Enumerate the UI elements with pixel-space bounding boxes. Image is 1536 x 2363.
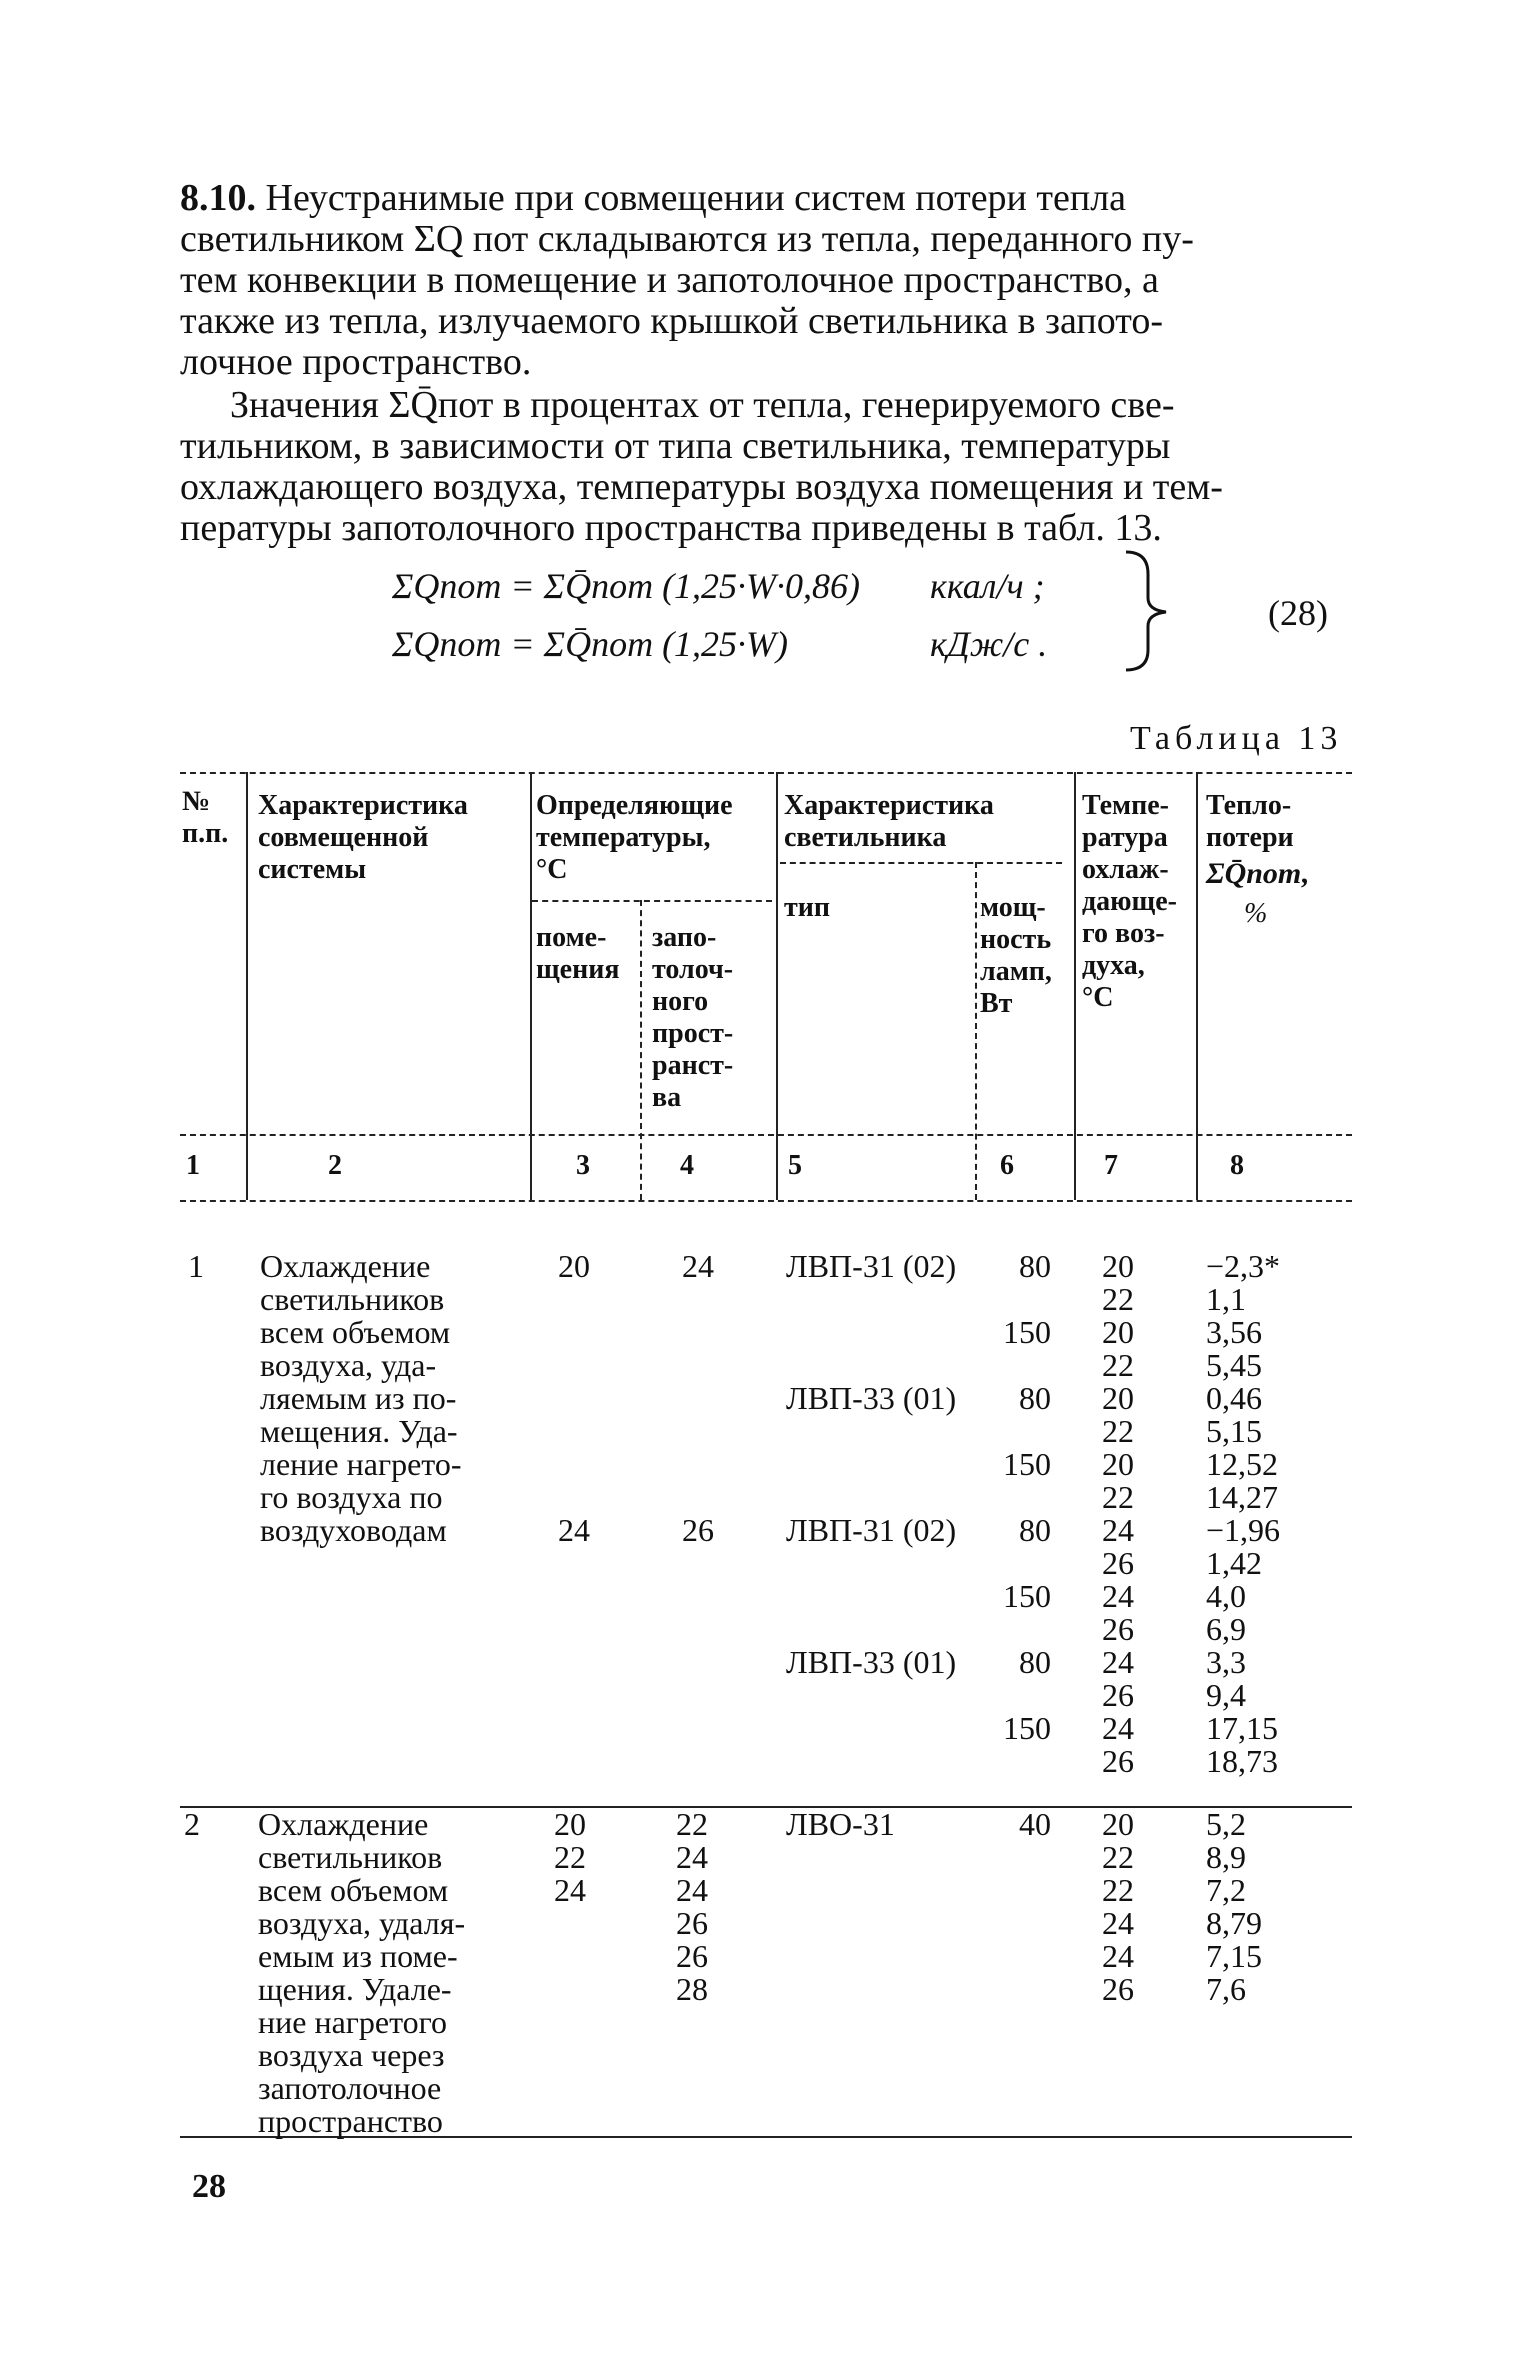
paragraph-values bbox=[180, 385, 1350, 549]
col-number-4: 4 bbox=[680, 1150, 694, 1181]
p2-line-2: тильником, в зависимости от типа светильника, температуры bbox=[180, 425, 1171, 467]
col-number-6: 6 bbox=[1000, 1150, 1014, 1181]
formula-unit-2: кДж/с . bbox=[930, 624, 1048, 664]
col-divider-7 bbox=[1196, 772, 1198, 1200]
col-number-7: 7 bbox=[1104, 1150, 1118, 1181]
lamp-power: 150 bbox=[1003, 1446, 1051, 1482]
header-col-3: поме- щения bbox=[536, 922, 620, 985]
luminaire-type: ЛВП-31 (02) bbox=[786, 1248, 957, 1284]
col-divider-5 bbox=[975, 862, 977, 1200]
row-2-number: 2 bbox=[184, 1806, 200, 1842]
col-number-1: 1 bbox=[186, 1150, 200, 1181]
row-1-description: Охлаждение светильников всем объемом воздуха, уда- ляемым из по- мещения. Уда- ление нагрето- го воздуха по воздуховодам bbox=[260, 1248, 462, 1548]
col-divider-1 bbox=[246, 772, 248, 1200]
header-col-7: Темпе- ратура охлаж- дающе- го воз- духа, °С bbox=[1082, 790, 1177, 1013]
p1-line-2: светильником ΣQ пот складываются из тепла, переданного пу- bbox=[180, 218, 1194, 260]
header-col-6: мощ- ность ламп, Вт bbox=[980, 892, 1052, 1019]
luminaire-type: ЛВП-31 (02) bbox=[786, 1512, 957, 1548]
col-divider-2 bbox=[530, 772, 532, 1200]
row-1-room-temp-b: 24 bbox=[558, 1512, 590, 1548]
col-number-8: 8 bbox=[1230, 1150, 1244, 1181]
lamp-power: 150 bbox=[1003, 1314, 1051, 1350]
page-number: 28 bbox=[192, 2168, 226, 2205]
row-2-cooling-temps: 20 22 22 24 24 26 bbox=[1102, 1806, 1134, 2007]
subheader-rule-temps bbox=[780, 862, 1062, 864]
row-1-ceiling-temp-b: 26 bbox=[682, 1512, 714, 1548]
header-group-temps: Определяющие температуры, °С bbox=[536, 790, 733, 885]
formula-line-1: ΣQпот = ΣQ̄пот (1,25·W·0,86) bbox=[392, 566, 861, 606]
row-1-number: 1 bbox=[188, 1248, 204, 1284]
p1-line-5: лочное пространство. bbox=[180, 341, 532, 383]
row-2-luminaire-type: ЛВО-31 bbox=[786, 1806, 895, 1842]
row-1-room-temp-a: 20 bbox=[558, 1248, 590, 1284]
row-2-ceiling-temps: 22 24 24 26 26 28 bbox=[676, 1806, 708, 2007]
header-group-luminaire: Характеристика светильника bbox=[784, 790, 994, 853]
lamp-power: 80 bbox=[1019, 1644, 1051, 1680]
p2-line-4: пературы запотолочного пространства приведены в табл. 13. bbox=[180, 507, 1162, 549]
table-title: Таблица 13 bbox=[1130, 720, 1343, 757]
table-top-rule bbox=[180, 772, 1352, 774]
row-2-lamp-power: 40 bbox=[1019, 1806, 1051, 1842]
lamp-power: 80 bbox=[1019, 1512, 1051, 1548]
formula-unit-1: ккал/ч ; bbox=[930, 566, 1045, 606]
col-divider-3 bbox=[640, 900, 642, 1200]
p2-line-1: Значения ΣQ̄пот в процентах от тепла, генерируемого све- bbox=[230, 384, 1175, 426]
col-number-2: 2 bbox=[328, 1150, 342, 1181]
p1-line-4: также из тепла, излучаемого крышкой светильника в запото- bbox=[180, 300, 1163, 342]
header-col-2: Характеристика совмещенной системы bbox=[258, 790, 468, 885]
paragraph-8-10 bbox=[180, 178, 1350, 383]
lamp-power: 80 bbox=[1019, 1248, 1051, 1284]
row-1-ceiling-temp-a: 24 bbox=[682, 1248, 714, 1284]
curly-brace-icon bbox=[1118, 546, 1178, 676]
row-2-heat-losses: 5,2 8,9 7,2 8,79 7,15 7,6 bbox=[1206, 1806, 1262, 2007]
formula-number: (28) bbox=[1268, 593, 1328, 633]
luminaire-type: ЛВП-33 (01) bbox=[786, 1644, 957, 1680]
formula-line-2: ΣQпот = ΣQ̄пот (1,25·W) bbox=[392, 624, 789, 664]
luminaire-type: ЛВП-33 (01) bbox=[786, 1380, 957, 1416]
header-col-5: тип bbox=[784, 892, 831, 923]
row-1-cooling-temps: 20 22 20 22 20 22 20 22 24 26 24 26 24 26 24 26 bbox=[1102, 1248, 1134, 1779]
row-2-room-temps: 20 22 24 bbox=[554, 1806, 586, 1908]
col-divider-6 bbox=[1074, 772, 1076, 1200]
p1-line-1: Неустранимые при совмещении систем потери тепла bbox=[265, 177, 1127, 219]
header-col-4: запо- толоч- ного прост- ранст- ва bbox=[652, 922, 734, 1113]
lamp-power: 80 bbox=[1019, 1380, 1051, 1416]
header-bottom-rule bbox=[180, 1134, 1352, 1136]
col-numbers-rule bbox=[180, 1200, 1352, 1202]
lamp-power: 150 bbox=[1003, 1578, 1051, 1614]
col-number-5: 5 bbox=[788, 1150, 802, 1181]
row-1-heat-losses: −2,3* 1,1 3,56 5,45 0,46 5,15 12,52 14,27 −1,96 1,42 4,0 6,9 3,3 9,4 17,15 18,73 bbox=[1206, 1248, 1281, 1779]
subheader-rule-temp-split bbox=[532, 900, 772, 902]
section-number: 8.10. bbox=[180, 177, 256, 219]
p2-line-3: охлаждающего воздуха, температуры воздуха помещения и тем- bbox=[180, 466, 1223, 508]
header-col-1: № п.п. bbox=[182, 786, 229, 849]
p1-line-3: тем конвекции в помещение и запотолочное пространство, а bbox=[180, 259, 1159, 301]
col-number-3: 3 bbox=[576, 1150, 590, 1181]
col-divider-4 bbox=[776, 772, 778, 1200]
lamp-power: 150 bbox=[1003, 1710, 1051, 1746]
row-2-description: Охлаждение светильников всем объемом воздуха, удаля- емым из поме- щения. Удале- ние нагретого воздуха через запотолочное пространство bbox=[258, 1806, 466, 2139]
header-col-8: Тепло- потери ΣQ̄пот, % bbox=[1206, 790, 1310, 929]
